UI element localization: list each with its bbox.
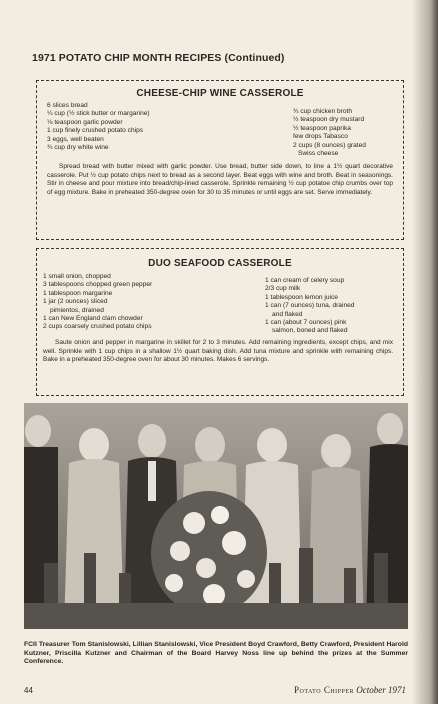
- ingredient: ¾ cup dry white wine: [47, 144, 109, 152]
- ingredient: 1 can (about 7 ounces) pink: [265, 319, 347, 327]
- prize-table: [24, 603, 408, 629]
- publication-footer: [294, 685, 406, 695]
- issue-date: October 1971: [356, 685, 406, 695]
- ingredient: ⅛ teaspoon garlic powder: [47, 118, 123, 126]
- ingredient-list-right: [293, 108, 366, 158]
- ingredient: 6 slices bread: [47, 102, 88, 109]
- ingredient-list-left: [43, 273, 152, 332]
- ingredient: 1 can cream of celery soup: [265, 277, 345, 284]
- ingredient: Swiss cheese: [298, 150, 339, 158]
- publication-name: Potato Chipper: [293, 685, 354, 695]
- recipe-title: CHEESE-CHIP WINE CASSEROLE: [136, 88, 304, 99]
- flower-arrangement: [151, 491, 267, 615]
- page-header: 1971 POTATO CHIP MONTH RECIPES (Continued): [32, 52, 285, 64]
- ingredient: 1 jar (2 ounces) sliced: [43, 298, 108, 306]
- page-number: 44: [24, 686, 33, 695]
- ingredient: 3 tablespoons chopped green pepper: [43, 281, 153, 289]
- ingredient: ¼ cup (½ stick butter or margarine): [47, 110, 150, 118]
- ingredient: 1 can (7 ounces) tuna, drained: [265, 302, 355, 310]
- ingredient: 2/3 cup milk: [265, 285, 301, 293]
- ingredient: ½ teaspoon paprika: [293, 124, 351, 132]
- ingredient: 2 cups coarsely crushed potato chips: [43, 323, 152, 331]
- recipe-instructions: Saute onion and pepper in margarine in skillet for 2 to 3 minutes. Add remaining ingredients, except chips, and mix well. Sprinkle with 1 cup chips in a shallow 1½ quart baking dish. Add tuna mixture and sprinkle with remaining chips. Bake in a preheated 350-degree oven for about 30 minutes. Makes 6 servings.: [43, 339, 393, 364]
- ingredient: 1 small onion, chopped: [43, 273, 111, 280]
- ingredient: ¾ cup chicken broth: [293, 108, 353, 115]
- ingredient: salmon, boned and flaked: [272, 327, 348, 335]
- ingredient: few drops Tabasco: [293, 133, 348, 141]
- recipe-title: DUO SEAFOOD CASSEROLE: [148, 258, 292, 269]
- ingredient: 1 tablespoon lemon juice: [265, 293, 338, 301]
- ingredient: 1 tablespoon margarine: [43, 289, 113, 297]
- photo-illustration: [24, 403, 408, 629]
- recipe-box-cheese-chip: [36, 80, 404, 240]
- recipe-instructions: Spread bread with butter mixed with garlic powder. Use bread, butter side down, to line a 1½ quart decorative casserole. Put ½ cup potato chips next to bread as a second layer. Beat eggs with wine and broth. Beat in seasonings. Stir in cheese and pour mixture into bread/chip-lined casserole. Sprinkle remaining ½ cup potatoe chip crumbs over top of egg mixture. Bake in preheated 350-degree oven for 30 to 35 minutes or until eggs are set. Serve immediately.: [47, 163, 393, 196]
- ingredient: 1 can New England clam chowder: [43, 315, 143, 323]
- ingredient-list-right: [265, 277, 354, 336]
- ingredient: 1 cup finely crushed potato chips: [47, 127, 144, 135]
- ingredient: pimientos, drained: [50, 306, 104, 314]
- recipe-box-duo-seafood: [36, 248, 404, 396]
- ingredient-list-left: [47, 102, 150, 152]
- ingredient: ½ teaspoon dry mustard: [293, 116, 365, 124]
- group-photograph: [24, 403, 408, 629]
- ingredient: 2 cups (8 ounces) grated: [293, 141, 366, 149]
- binding-shadow: [412, 0, 438, 704]
- ingredient: and flaked: [272, 310, 303, 318]
- ingredient: 3 eggs, well beaten: [47, 135, 104, 143]
- photo-caption: FCII Treasurer Tom Stanislowski, Lillian Stanislowski, Vice President Boyd Crawford, Betty Crawford, President Harold Kutzner, Priscilla Kutzner and Chairman of the Board Harvey Noss line up behind the prizes at the Summer Conference.: [24, 641, 408, 666]
